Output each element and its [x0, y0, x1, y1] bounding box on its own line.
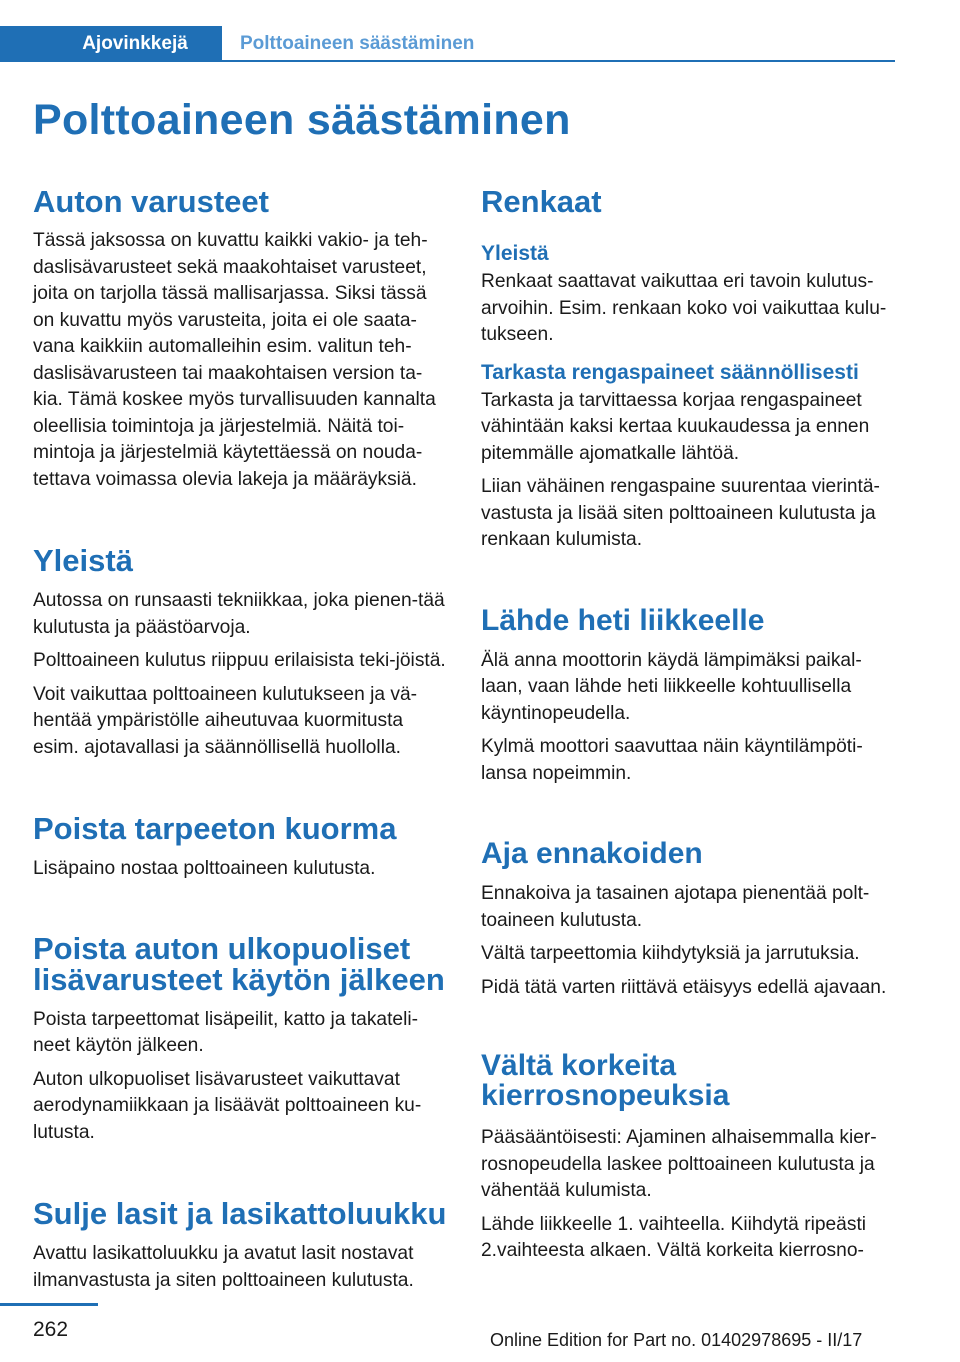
- section-title-valta-korkeita-kierrosnopeuksia: [481, 1051, 895, 1111]
- tab-polttoaineen-saastaminen[interactable]: Polttoaineen säästäminen: [240, 33, 475, 54]
- right-column: [481, 184, 895, 1265]
- title-line: Vältä korkeita: [481, 1049, 677, 1082]
- section-title-renkaat: Renkaat: [481, 184, 602, 219]
- subsection-title-tarkasta-rengaspaineet: Tarkasta rengaspaineet säännöllisesti: [481, 360, 859, 384]
- tab-ajovinkkeja[interactable]: Ajovinkkejä: [0, 26, 222, 62]
- paragraph: Tarkasta ja tarvittaessa korjaa rengaspaineet vähintään kaksi kertaa kuukaudessa ja ennen pitemmälle ajomatkalle lähtöä.: [481, 389, 870, 464]
- paragraph: Poista tarpeettomat lisäpeilit, katto ja takateli-neet käytön jälkeen.: [33, 1008, 419, 1056]
- title-line: Poista auton ulkopuoliset: [33, 930, 411, 966]
- header-bar: [0, 0, 895, 62]
- section-title-poista-tarpeeton-kuorma: Poista tarpeeton kuorma: [33, 811, 397, 846]
- paragraph: Ennakoiva ja tasainen ajotapa pienentää polt-toaineen kulutusta.: [481, 883, 870, 931]
- paragraph: Pidä tätä varten riittävä etäisyys edellä ajavaan.: [481, 976, 887, 998]
- paragraph: Autossa on runsaasti tekniikkaa, joka pienen-tää kulutusta ja päästöarvoja.: [33, 590, 445, 638]
- subsection-title-yleista: Yleistä: [481, 242, 549, 265]
- paragraph: Auton ulkopuoliset lisävarusteet vaikuttavat aerodynamiikkaan ja lisäävät polttoaineen ku-lutusta.: [33, 1068, 422, 1143]
- title-line: lisävarusteet käytön jälkeen: [33, 961, 445, 997]
- title-line: kierrosnopeuksia: [481, 1079, 730, 1112]
- edition-note: Online Edition for Part no. 01402978695 - II/17: [490, 1330, 863, 1350]
- section-title-poista-auton-ulkopuoliset: [33, 930, 451, 997]
- paragraph: Voit vaikuttaa polttoaineen kulutukseen ja vä-hentää ympäristölle aiheutuvaa kuormitusta esim. ajotavallasi ja säännöllisellä huollolla.: [33, 683, 418, 758]
- paragraph: Pääsääntöisesti: Ajaminen alhaisemmalla kier-rosnopeudella laskee polttoaineen kulutusta ja vähentää kulumista.: [481, 1127, 877, 1201]
- paragraph: Polttoaineen kulutus riippuu erilaisista teki-jöistä.: [33, 650, 446, 671]
- page-title: Polttoaineen säästäminen: [33, 96, 571, 144]
- paragraph: Avattu lasikattoluukku ja avatut lasit nostavat ilmanvastusta ja siten polttoaineen kulutusta.: [33, 1243, 414, 1291]
- page-number: 262: [33, 1318, 69, 1341]
- paragraph: Vältä tarpeettomia kiihdytyksiä ja jarrutuksia.: [481, 943, 860, 964]
- paragraph: Kylmä moottori saavuttaa näin käyntilämpöti-lansa nopeimmin.: [481, 736, 863, 784]
- paragraph: Älä anna moottorin käydä lämpimäksi paikal-laan, vaan lähde heti liikkeelle kohtuullisella käyntinopeudella.: [481, 649, 862, 724]
- section-title-sulje-lasit: Sulje lasit ja lasikattoluukku: [33, 1196, 447, 1231]
- paragraph: Liian vähäinen rengaspaine suurentaa vierintä-vastusta ja lisää siten polttoaineen kulutusta ja renkaan kulumista.: [481, 476, 880, 550]
- left-column: [33, 184, 451, 1294]
- section-title-auton-varusteet: Auton varusteet: [33, 184, 269, 219]
- header-divider: [0, 60, 895, 62]
- section-title-aja-ennakoiden: Aja ennakoiden: [481, 837, 703, 870]
- section-title-yleista: Yleistä: [33, 543, 133, 578]
- section-title-lahde-heti-liikkeelle: Lähde heti liikkeelle: [481, 603, 765, 637]
- paragraph: Lähde liikkeelle 1. vaihteella. Kiihdytä ripeästi 2.vaihteesta alkaen. Vältä korkeita kierrosno-: [481, 1213, 867, 1261]
- paragraph: Tässä jaksossa on kuvattu kaikki vakio- ja teh-daslisävarusteet sekä maakohtaiset varusteet, joita on tarjolla tässä mallisarjassa. Siksi tässä on kuvattu myös varusteita, joita ei ole saata-vana kaikkiin automalleihin esim. valitun teh-daslisävarusteen tai maakohtaisen version ta-kia. Tämä koskee myös turvallisuuden kannalta oleellisia toimintoja ja järjestelmiä. Näitä toi-mintoja ja järjestelmiä käytettäessä on nouda-tettava voimassa olevia lakeja ja määräyksiä.: [33, 230, 436, 490]
- footer-divider: [0, 1303, 98, 1306]
- paragraph: Renkaat saattavat vaikuttaa eri tavoin kulutus-arvoihin. Esim. renkaan koko voi vaikuttaa kulu-tukseen.: [481, 271, 887, 345]
- paragraph: Lisäpaino nostaa polttoaineen kulutusta.: [33, 858, 376, 879]
